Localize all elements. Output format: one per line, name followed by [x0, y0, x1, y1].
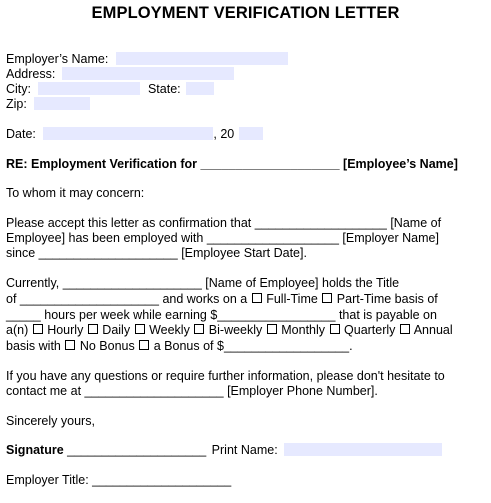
p1-hint: [Employee Start Date]. — [181, 246, 307, 260]
date-row — [6, 127, 263, 142]
city-label: City: — [6, 82, 31, 96]
hourly-label: Hourly — [47, 323, 84, 337]
start-date-blank[interactable]: ____________________ — [38, 246, 178, 260]
print-name-label: Print Name: — [211, 443, 278, 457]
employer-name-label: Employer’s Name: — [6, 52, 109, 66]
state-label: State: — [147, 82, 181, 96]
employer-title-label: Employer Title: — [6, 473, 89, 487]
no-bonus-checkbox[interactable] — [65, 340, 75, 350]
daily-label: Daily — [102, 323, 131, 337]
employee-name-blank-3[interactable]: ____________________ — [62, 276, 202, 290]
full-time-checkbox[interactable] — [252, 293, 262, 303]
quarterly-checkbox[interactable] — [330, 324, 340, 334]
employer-title-row — [6, 473, 231, 488]
employer-name-field[interactable] — [116, 52, 288, 65]
p2-text: . — [349, 339, 353, 353]
p1-hint: [Employer Name] — [342, 231, 439, 245]
employee-name-blank[interactable]: ____________________ — [200, 157, 340, 171]
daily-checkbox[interactable] — [88, 324, 98, 334]
bi-weekly-label: Bi-weekly — [208, 323, 263, 337]
job-title-blank[interactable]: ____________________ — [19, 292, 159, 306]
re-label: RE: Employment Verification for — [6, 157, 198, 171]
bonus-label: a Bonus of $ — [153, 339, 224, 353]
salutation: To whom it may concern: — [6, 186, 145, 200]
employee-name-hint: [Employee’s Name] — [343, 157, 458, 171]
p2-line-1 — [6, 276, 399, 291]
employer-name-row — [6, 52, 288, 67]
date-label: Date: — [6, 127, 36, 141]
hourly-checkbox[interactable] — [33, 324, 43, 334]
p2-text: of — [6, 292, 17, 306]
print-name-field[interactable] — [284, 443, 442, 456]
p2-text: and works on a — [162, 292, 248, 306]
monthly-label: Monthly — [281, 323, 326, 337]
p2-text: that is payable on — [338, 308, 437, 322]
p3-line-2 — [6, 384, 378, 399]
p1-text: since — [6, 246, 36, 260]
weekly-checkbox[interactable] — [135, 324, 145, 334]
p1-text: Please accept this letter as confirmation that — [6, 216, 252, 230]
annual-label: Annual — [413, 323, 453, 337]
p2-text: Currently, — [6, 276, 60, 290]
phone-blank[interactable]: ____________________ — [84, 384, 224, 398]
page-title: EMPLOYMENT VERIFICATION LETTER — [91, 4, 400, 22]
address-field[interactable] — [62, 67, 234, 80]
city-field[interactable] — [38, 82, 140, 95]
signature-label: Signature — [6, 443, 64, 457]
quarterly-label: Quarterly — [344, 323, 396, 337]
p1-hint: [Name of — [390, 216, 442, 230]
p2-text: a(n) — [6, 323, 29, 337]
bonus-amount-blank[interactable]: __________________ — [223, 339, 350, 353]
zip-field[interactable] — [34, 97, 90, 110]
p3-hint: [Employer Phone Number]. — [227, 384, 378, 398]
no-bonus-label: No Bonus — [79, 339, 135, 353]
closing: Sincerely yours, — [6, 414, 95, 428]
employee-name-blank-2[interactable]: ___________________ — [254, 216, 387, 230]
p2-line-5 — [6, 339, 353, 354]
zip-label: Zip: — [6, 97, 27, 111]
p1-line-3 — [6, 246, 307, 261]
date-year-prefix: , 20 — [213, 127, 235, 141]
full-time-label: Full-Time — [266, 292, 318, 306]
p1-line-1 — [6, 216, 441, 231]
address-row — [6, 67, 234, 82]
p1-text: Employee] has been employed with — [6, 231, 204, 245]
zip-row — [6, 97, 90, 112]
date-field[interactable] — [43, 127, 213, 140]
part-time-label: Part-Time basis of — [336, 292, 438, 306]
city-state-row — [6, 82, 214, 97]
bi-weekly-checkbox[interactable] — [194, 324, 204, 334]
employer-title-blank[interactable]: ____________________ — [92, 473, 232, 487]
p2-text: hours per week while earning $ — [44, 308, 218, 322]
p3-line-1: If you have any questions or require further information, please don't hesitate to — [6, 369, 445, 383]
p2-line-2 — [6, 292, 438, 307]
p3-text: contact me at — [6, 384, 82, 398]
employer-name-blank[interactable]: ___________________ — [206, 231, 339, 245]
address-label: Address: — [6, 67, 56, 81]
weekly-label: Weekly — [149, 323, 190, 337]
annual-checkbox[interactable] — [400, 324, 410, 334]
p2-line-3 — [6, 308, 437, 323]
p2-hint: [Name of Employee] holds the Title — [205, 276, 400, 290]
p2-line-4 — [6, 323, 453, 338]
p2-text: basis with — [6, 339, 61, 353]
re-line — [6, 157, 458, 172]
monthly-checkbox[interactable] — [267, 324, 277, 334]
salary-blank[interactable]: _________________ — [217, 308, 336, 322]
part-time-checkbox[interactable] — [322, 293, 332, 303]
signature-blank[interactable]: ____________________ — [67, 443, 207, 457]
hours-blank[interactable]: _____ — [6, 308, 41, 322]
state-field[interactable] — [186, 82, 214, 95]
bonus-checkbox[interactable] — [139, 340, 149, 350]
date-year-field[interactable] — [239, 127, 263, 140]
p1-line-2 — [6, 231, 439, 246]
signature-row — [6, 443, 442, 458]
